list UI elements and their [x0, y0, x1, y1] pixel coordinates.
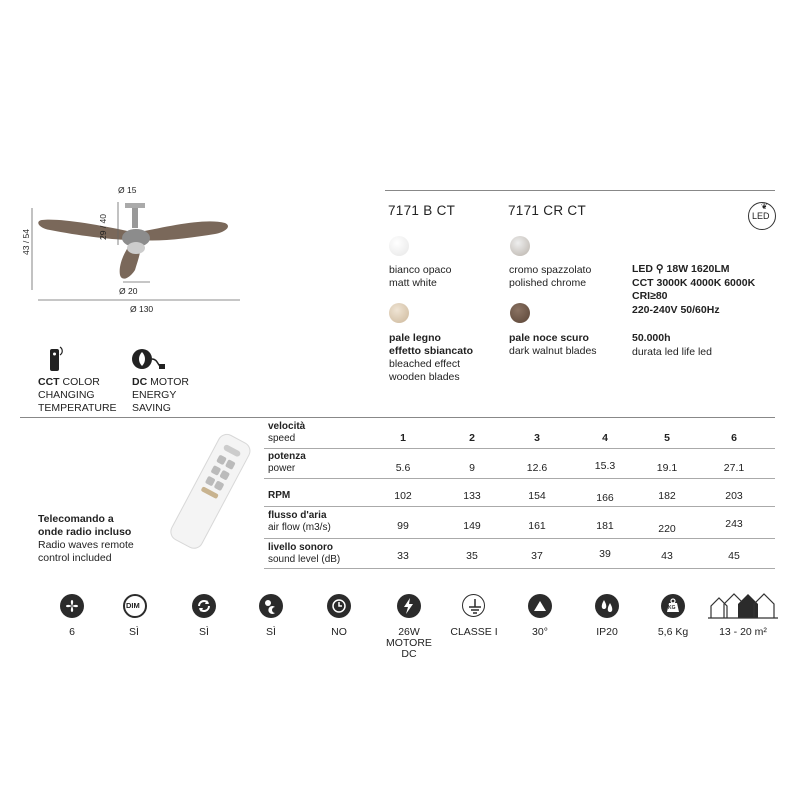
- spec-row-rpm-label: [268, 490, 290, 502]
- spec-cell: 45: [728, 550, 740, 562]
- cct-bold: CCT: [38, 376, 60, 388]
- weight-icon-text: KG: [668, 605, 676, 611]
- spec-cell: 181: [596, 520, 614, 532]
- room-size-icon: [708, 588, 778, 620]
- led-badge: [748, 202, 776, 230]
- spec-cell: 102: [394, 490, 412, 502]
- finish-white-it: bianco opaco: [389, 264, 452, 276]
- led-life: [632, 332, 712, 359]
- ground-icon: [462, 594, 485, 617]
- led-specs: [632, 263, 755, 317]
- spec-cell: 166: [596, 492, 614, 504]
- cct-line3: TEMPERATURE: [38, 402, 117, 414]
- spec-sound-en: sound level (dB): [268, 553, 341, 565]
- dc-motor-icon: [130, 347, 166, 371]
- led-spec-line4: 220-240V 50/60Hz: [632, 303, 720, 316]
- spec-row-divider: [264, 538, 775, 539]
- spec-cell: 4: [602, 432, 608, 444]
- led-spec-line3: CRI≥80: [632, 290, 668, 302]
- spec-rpm-it: RPM: [268, 490, 291, 501]
- timer-label: NO: [331, 626, 347, 638]
- finish-bleached-en2: wooden blades: [389, 371, 460, 383]
- dimension-top: Ø 15: [118, 185, 137, 195]
- dimmer-icon: [123, 594, 147, 618]
- led-life-hours: 50.000h: [632, 332, 671, 344]
- spec-speed-en: speed: [268, 432, 296, 444]
- spec-row-power-label: [268, 451, 306, 474]
- dimension-rod: 29 / 40: [98, 214, 108, 240]
- spec-cell: 9: [469, 462, 475, 474]
- finish-bleached-en1: bleached effect: [389, 358, 461, 370]
- spec-airflow-en: air flow (m3/s): [268, 521, 331, 533]
- swatch-polished-chrome: [510, 236, 530, 256]
- dimension-height: 43 / 54: [21, 229, 31, 255]
- fan-outline-drawing: [20, 190, 250, 315]
- spec-row-divider: [264, 506, 775, 507]
- dc-bold: DC: [132, 376, 148, 388]
- remote-text: [38, 513, 134, 565]
- swatch-matt-white: [389, 236, 409, 256]
- spec-speed-it: velocità: [268, 421, 306, 432]
- led-spec-line2: CCT 3000K 4000K 6000K: [632, 276, 756, 289]
- power-label: [379, 627, 439, 660]
- angle-icon: [528, 594, 552, 618]
- weight-label: 5,6 Kg: [657, 626, 689, 638]
- model-code-chrome: 7171 CR CT: [508, 203, 587, 218]
- dimmer-label: SÌ: [129, 626, 139, 638]
- remote-control-image: [160, 428, 260, 553]
- spec-row-speed-label: [268, 421, 305, 444]
- spec-cell: 203: [725, 490, 743, 502]
- spec-cell: 15.3: [594, 460, 616, 472]
- power-label-line1: 26W: [398, 626, 420, 638]
- spec-airflow-it: flusso d'aria: [268, 510, 327, 521]
- reverse-label: SÌ: [199, 626, 209, 638]
- day-night-icon: [259, 594, 283, 618]
- spec-cell: 133: [463, 490, 481, 502]
- spec-cell: 161: [528, 520, 546, 532]
- swatch-dark-walnut: [510, 303, 530, 323]
- dimension-span: Ø 130: [130, 304, 154, 314]
- spec-cell: 2: [469, 432, 475, 444]
- finish-walnut-it: pale noce scuro: [509, 332, 589, 344]
- spec-cell: 5: [664, 432, 670, 444]
- swatch-bleached-wood: [389, 303, 409, 323]
- cct-remote-icon: [46, 345, 66, 373]
- finish-white-en: matt white: [389, 277, 437, 289]
- cct-line1: COLOR: [62, 376, 100, 388]
- spec-sound-it: livello sonoro: [268, 542, 334, 553]
- spec-row-divider: [264, 568, 775, 569]
- reverse-icon: [192, 594, 216, 618]
- fan-speed-label: 6: [69, 626, 75, 638]
- led-badge-label: LED: [752, 211, 770, 221]
- remote-en-line1: Radio waves remote: [38, 539, 134, 551]
- finish-chrome-it: cromo spazzolato: [509, 264, 592, 276]
- finish-bleached-it1: pale legno: [389, 332, 441, 344]
- dimension-light: Ø 20: [119, 286, 138, 296]
- spec-power-en: power: [268, 462, 296, 474]
- spec-cell: 35: [466, 550, 478, 562]
- finish-walnut-en: dark walnut blades: [509, 345, 597, 357]
- section-rule: [20, 417, 775, 418]
- ip-rating-label: IP20: [596, 626, 618, 638]
- spec-cell: 12.6: [526, 462, 548, 474]
- spec-row-divider: [264, 478, 775, 479]
- spec-cell: 99: [397, 520, 409, 532]
- remote-en-line2: control included: [38, 552, 112, 564]
- finish-chrome-en: polished chrome: [509, 277, 587, 289]
- model-code-white: 7171 B CT: [388, 203, 456, 218]
- remote-it-line2: onde radio incluso: [38, 526, 132, 538]
- dc-line1: MOTOR: [150, 376, 189, 388]
- dc-line3: SAVING: [132, 402, 171, 414]
- spec-row-sound-label: [268, 542, 340, 565]
- angle-label: 30°: [532, 626, 548, 638]
- spec-cell: 1: [400, 432, 406, 444]
- weight-icon: [661, 594, 685, 618]
- header-top-rule: [385, 190, 775, 191]
- timer-icon: [327, 594, 351, 618]
- spec-row-divider: [264, 448, 775, 449]
- power-label-line3: DC: [401, 648, 417, 660]
- led-spec-line1: LED ⚲ 18W 1620LM: [632, 263, 730, 275]
- led-life-label: durata led life led: [632, 345, 712, 358]
- ip-rating-icon: [595, 594, 619, 618]
- spec-cell: 3: [534, 432, 540, 444]
- power-icon: [397, 594, 421, 618]
- spec-cell: 6: [731, 432, 737, 444]
- dimmer-icon-text: DIM: [126, 601, 140, 610]
- remote-it-line1: Telecomando a: [38, 513, 114, 525]
- spec-cell: 19.1: [656, 462, 678, 474]
- power-label-line2: MOTORE: [386, 637, 432, 649]
- spec-cell: 27.1: [723, 462, 745, 474]
- fan-speed-icon: [60, 594, 84, 618]
- spec-cell: 182: [658, 490, 676, 502]
- cct-line2: CHANGING: [38, 389, 95, 401]
- leaf-icon: ❦: [761, 202, 768, 211]
- spec-cell: 220: [658, 523, 676, 535]
- spec-cell: 243: [725, 518, 743, 530]
- spec-cell: 5.6: [395, 462, 411, 474]
- spec-cell: 33: [397, 550, 409, 562]
- spec-cell: 154: [528, 490, 546, 502]
- dc-line2: ENERGY: [132, 389, 177, 401]
- finish-bleached-it2: effetto sbiancato: [389, 345, 474, 357]
- spec-cell: 37: [531, 550, 543, 562]
- ground-label: CLASSE I: [450, 626, 498, 638]
- spec-cell: 149: [463, 520, 481, 532]
- spec-cell: 39: [599, 548, 611, 560]
- day-night-label: SÌ: [266, 626, 276, 638]
- room-size-label: 13 - 20 m²: [719, 626, 767, 638]
- spec-power-it: potenza: [268, 451, 306, 462]
- spec-row-airflow-label: [268, 510, 331, 533]
- spec-cell: 43: [661, 550, 673, 562]
